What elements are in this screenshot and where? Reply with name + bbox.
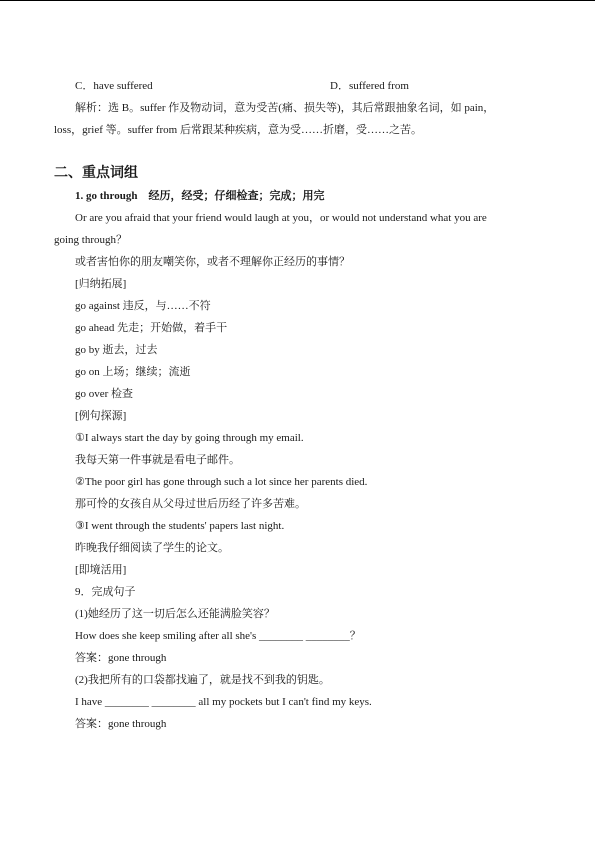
- options-row: [75, 79, 409, 93]
- exercise-item-zh: (2)我把所有的口袋都找遍了，就是找不到我的钥匙。: [75, 674, 330, 686]
- example-sentence-zh: 昨晚我仔细阅读了学生的论文。: [75, 542, 229, 554]
- option-d: D．suffered from: [330, 80, 409, 92]
- expansion-item: go ahead 先走；开始做，着手干: [75, 322, 228, 334]
- exercise-answer: 答案：gone through: [75, 718, 167, 730]
- exercise-title: 9．完成句子: [75, 586, 136, 598]
- expansion-item: go by 逝去，过去: [75, 344, 158, 356]
- option-c: C．have suffered: [75, 80, 153, 92]
- example-en-line-1: Or are you afraid that your friend would laugh at you，or would not understand what you are: [75, 212, 487, 224]
- explore-label: [例句探源]: [75, 410, 127, 422]
- exercise-item-zh: (1)她经历了这一切后怎么还能满脸笑容？: [75, 608, 275, 620]
- analysis-line-2: loss，grief 等。suffer from 后常跟某种疾病，意为受……折磨，受……之苦。: [54, 124, 422, 136]
- example-sentence-zh: 那可怜的女孩自从父母过世后历经了许多苦难。: [75, 498, 306, 510]
- exercise-answer: 答案：gone through: [75, 652, 167, 664]
- expansion-item: go over 检查: [75, 388, 134, 400]
- apply-label: [即境活用]: [75, 564, 127, 576]
- expansion-item: go on 上场；继续；流逝: [75, 366, 191, 378]
- expansion-item: go against 违反，与……不符: [75, 300, 211, 312]
- example-sentence-zh: 我每天第一件事就是看电子邮件。: [75, 454, 240, 466]
- analysis-line-1: 解析：选 B。suffer 作及物动词，意为受苦(痛、损失等)，其后常跟抽象名词，如 pain，: [75, 102, 495, 114]
- exercise-item-en: I have ________ ________ all my pockets but I can't find my keys.: [75, 696, 372, 708]
- example-en-line-2: going through？: [54, 234, 128, 246]
- section-title: 二、重点词组: [54, 166, 138, 181]
- example-sentence-en: ①I always start the day by going through my email.: [75, 432, 304, 444]
- expand-label: [归纳拓展]: [75, 278, 127, 290]
- example-sentence-en: ③I went through the students' papers last night.: [75, 520, 285, 532]
- phrase-heading: 1. go through 经历，经受；仔细检查；完成；用完: [75, 190, 325, 202]
- example-zh: 或者害怕你的朋友嘲笑你，或者不理解你正经历的事情？: [75, 256, 350, 268]
- exercise-item-en: How does she keep smiling after all she's ________ ________？: [75, 630, 361, 642]
- example-sentence-en: ②The poor girl has gone through such a lot since her parents died.: [75, 476, 368, 488]
